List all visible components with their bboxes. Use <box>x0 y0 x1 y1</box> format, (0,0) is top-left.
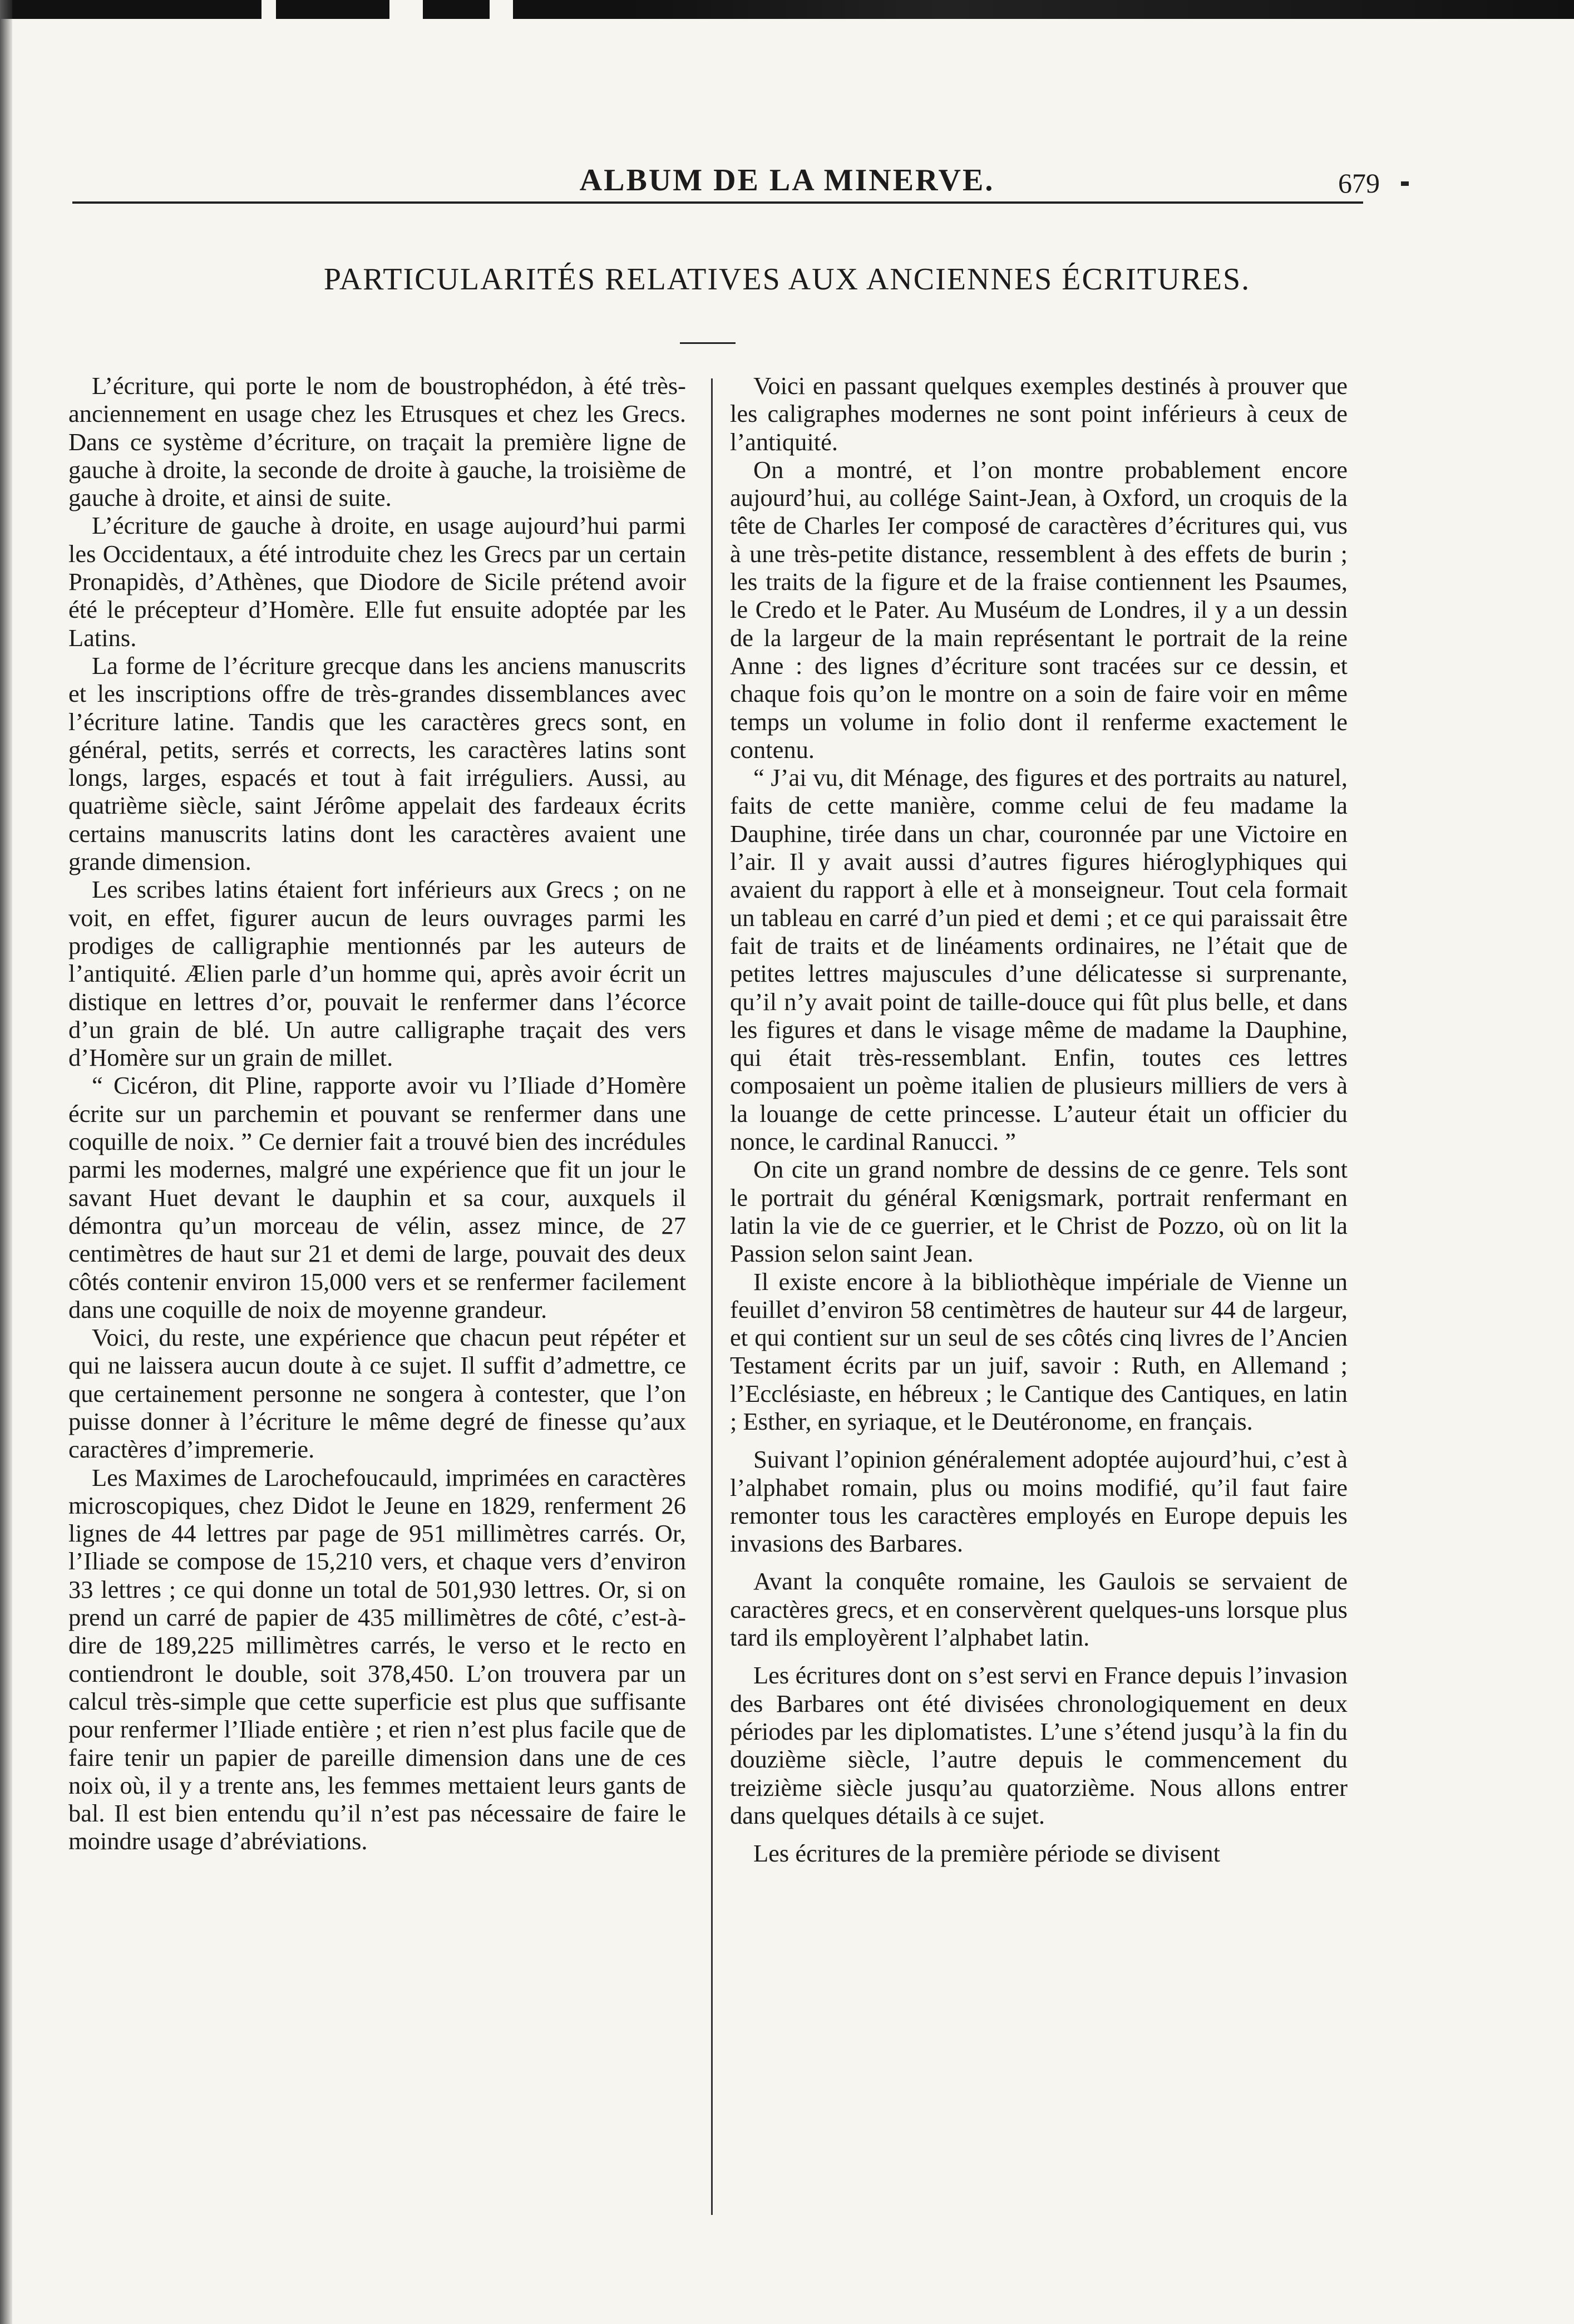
scan-left-edge <box>0 0 12 2324</box>
paragraph: Suivant l’opinion généralement adoptée aujourd’hui, c’est à l’alphabet romain, plus ou moins modifié, qu’il faut faire remonter tous les caractères employés en Europe depuis les invasions des Barbares. <box>730 1445 1348 1558</box>
paragraph: L’écriture de gauche à droite, en usage aujourd’hui parmi les Occidentaux, a été introduite chez les Grecs par un certain Pronapidès, d’Athènes, que Diodore de Sicile prétend avoir été le précepteur d’Homère. Elle fut ensuite adoptée par les Latins. <box>68 511 686 652</box>
paragraph: La forme de l’écriture grecque dans les anciens manuscrits et les inscriptions offre de très-grandes dissemblances avec l’écriture latine. Tandis que les caractères grecs sont, en général, petits, serrés et corrects, les caractères latins sont longs, larges, espacés et tout à fait irréguliers. Aussi, au quatrième siècle, saint Jérôme appelait des fardeaux écrits certains manuscrits latins dont les caractères avaient une grande dimension. <box>68 651 686 876</box>
paragraph: Avant la conquête romaine, les Gaulois se servaient de caractères grecs, et en conservèrent quelques-uns lorsque plus tard ils employèrent l’alphabet latin. <box>730 1567 1348 1652</box>
paragraph: “ Cicéron, dit Pline, rapporte avoir vu l’Iliade d’Homère écrite sur un parchemin et pouvant se renfermer dans une coquille de noix. ” Ce dernier fait a trouvé bien des incrédules parmi les modernes, malgré une expérience que fit un jour le savant Huet devant le dauphin et sa cour, auxquels il démontra qu’un morceau de vélin, assez mince, de 27 centimètres de haut sur 21 et demi de large, pouvait des deux côtés contenir environ 15,000 vers et se renfermer facilement dans une coquille de noix de moyenne grandeur. <box>68 1071 686 1323</box>
paragraph: Il existe encore à la bibliothèque impériale de Vienne un feuillet d’environ 58 centimètres de hauteur sur 44 de largeur, et qui contient sur un seul de ses côtés cinq livres de l’Ancien Testament écrits par un juif, savoir : Ruth, en Allemand ; l’Ecclésiaste, en hébreux ; le Cantique des Cantiques, en latin ; Esther, en syriaque, et le Deutéronome, en français. <box>730 1267 1348 1435</box>
paragraph: On a montré, et l’on montre probablement encore aujourd’hui, au collége Saint-Jean, à Oxford, un croquis de la tête de Charles Ier composé de caractères d’écritures qui, vus à une très-petite distance, ressemblent à des effets de burin ; les traits de la figure et de la fraise contiennent les Psaumes, le Credo et le Pater. Au Muséum de Londres, il y a un dessin de la largeur de la main représentant le portrait de la reine Anne : des lignes d’écriture sont tracées sur ce dessin, et chaque fois qu’on le montre on a soin de faire voir en même temps un volume in folio dont il renferme exactement le contenu. <box>730 455 1348 764</box>
paragraph: On cite un grand nombre de dessins de ce genre. Tels sont le portrait du général Kœnigsmark, portrait renfermant en latin la vie de ce guerrier, et le Christ de Pozzo, où on lit la Passion selon saint Jean. <box>730 1155 1348 1268</box>
column-divider <box>711 378 713 2215</box>
title-rule <box>680 342 736 344</box>
paragraph: Voici en passant quelques exemples destinés à prouver que les caligraphes modernes ne sont point inférieurs à ceux de l’antiquité. <box>730 372 1348 456</box>
paragraph: Les écritures de la première période se divisent <box>753 1839 1220 1868</box>
running-title: ALBUM DE LA MINERVE. <box>579 163 995 198</box>
paragraph: Les écritures dont on s’est servi en France depuis l’invasion des Barbares ont été divisées chronologiquement en deux périodes par les diplomatistes. L’une s’étend jusqu’à la fin du douzième siècle, l’autre depuis le commencement du treizième siècle jusqu’au quatorzième. Nous allons entrer dans quelques détails à ce sujet. <box>730 1661 1348 1829</box>
scan-mark <box>490 0 513 19</box>
ink-mark <box>1401 181 1409 186</box>
paragraph: L’écriture, qui porte le nom de boustrophédon, à été très-anciennement en usage chez les Etrusques et chez les Grecs. Dans ce système d’écriture, on traçait la première ligne de gauche à droite, la seconde de droite à gauche, la troisième de gauche à droite, et ainsi de suite. <box>68 372 686 512</box>
page-number: 679 <box>1338 168 1380 199</box>
paragraph: Les scribes latins étaient fort inférieurs aux Grecs ; on ne voit, en effet, figurer aucun de leurs ouvrages parmi les prodiges de calligraphie mentionnés par les auteurs de l’antiquité. Ælien parle d’un homme qui, après avoir écrit un distique en lettres d’or, pouvait le renfermer dans l’écorce d’un grain de blé. Un autre calligraphe traçait des vers d’Homère sur un grain de millet. <box>68 875 686 1072</box>
scan-top-edge <box>0 0 1574 19</box>
right-column <box>730 372 1348 1867</box>
paragraph: Les Maximes de Larochefoucauld, imprimées en caractères microscopiques, chez Didot le Jeune en 1829, renferment 26 lignes de 44 lettres par page de 951 millimètres carrés. Or, l’Iliade se compose de 15,210 vers, et chaque vers d’environ 33 lettres ; ce qui donne un total de 501,930 lettres. Or, si on prend un carré de papier de 435 millimètres de côté, c’est-à-dire de 189,225 millimètres carrés, le verso et le recto en contiendront le double, soit 378,450. L’on trouvera par un calcul très-simple que cette superficie est plus que suffisante pour renfermer l’Iliade entière ; et rien n’est plus facile que de faire tenir un papier de pareille dimension dans une de ces noix où, il y a trente ans, les femmes mettaient leurs gants de bal. Il est bien entendu qu’il n’est pas nécessaire de faire le moindre usage d’abréviations. <box>68 1463 686 1855</box>
paragraph: Voici, du reste, une expérience que chacun peut répéter et qui ne laissera aucun doute à ce sujet. Il suffit d’admettre, ce que certainement personne ne songera à contester, que l’on puisse donner à l’écriture le même degré de finesse qu’aux caractères d’impremerie. <box>68 1323 686 1464</box>
header-rule <box>72 201 1363 204</box>
article-title: PARTICULARITÉS RELATIVES AUX ANCIENNES ÉCRITURES. <box>323 262 1251 297</box>
left-column <box>68 372 686 1855</box>
scan-mark <box>389 0 423 19</box>
paragraph: “ J’ai vu, dit Ménage, des figures et des portraits au naturel, faits de cette manière, comme celui de feu madame la Dauphine, tirée dans un char, couronnée par une Victoire en l’air. Il y avait aussi d’autres figures hiéroglyphiques qui avaient du rapport à elle et à monseigneur. Tout cela formait un tableau en carré d’un pied et demi ; et ce qui paraissait être fait de traits et de linéaments ordinaires, ne l’était que de petites lettres majuscules d’une délicatesse si surprenante, qu’il n’y avait point de taille-douce qui fût plus belle, et dans les figures et dans le visage même de madame la Dauphine, qui était très-ressemblant. Enfin, toutes ces lettres composaient un poème italien de plusieurs milliers de vers à la louange de cette princesse. L’auteur était un officier du nonce, le cardinal Ranucci. ” <box>730 764 1348 1156</box>
scan-mark <box>261 0 276 19</box>
